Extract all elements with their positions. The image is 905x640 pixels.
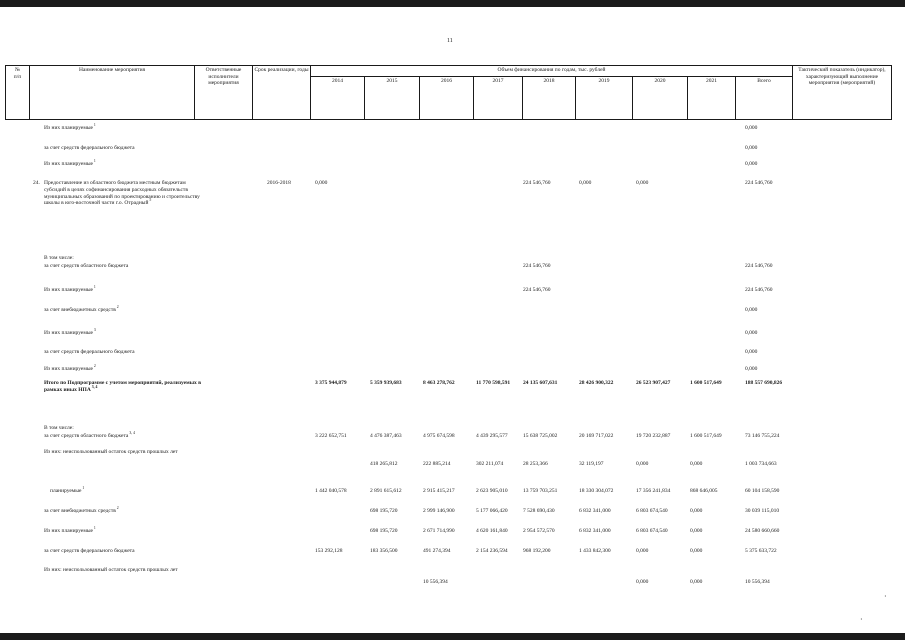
row-value: 2 671 714,990 xyxy=(423,528,455,534)
row-value: 0,000 xyxy=(315,180,328,186)
row-label xyxy=(44,449,204,456)
row-value: 183 356,500 xyxy=(370,548,398,554)
header-name: Наименование мероприятия xyxy=(78,67,146,73)
row-value: 698 195,720 xyxy=(370,528,398,534)
row-value: 3 222 652,751 xyxy=(315,433,347,439)
row-value: 60 104 158,590 xyxy=(745,488,780,494)
row-value: 2 915 415,217 xyxy=(423,488,455,494)
row-value: 222 885,214 xyxy=(423,461,451,467)
row-value: 5 375 633,722 xyxy=(745,548,777,554)
row-value: 28 253,366 xyxy=(523,461,548,467)
row-value: 2 154 236,594 xyxy=(476,548,508,554)
row-label xyxy=(44,567,204,574)
row-label xyxy=(44,145,204,152)
row-value: 2 954 572,570 xyxy=(523,528,555,534)
row-value: 24 135 607,631 xyxy=(523,380,558,386)
row-value: 153 292,128 xyxy=(315,548,343,554)
row-value: 0,000 xyxy=(690,508,703,514)
page-number: 11 xyxy=(447,38,453,44)
header-total: Всего xyxy=(757,78,771,84)
header-year-2017: 2017 xyxy=(492,78,504,84)
footnote-mark: 2 xyxy=(115,305,119,310)
row-value: 0,000 xyxy=(690,461,703,467)
row-label-text: за счет средств областного бюджета xyxy=(44,263,129,269)
row-value: 4 620 161,840 xyxy=(476,528,508,534)
row-label-text: за счет средств федерального бюджета xyxy=(44,145,135,151)
row-value: 30 039 115,010 xyxy=(745,508,780,514)
row-value: 0,000 xyxy=(745,330,758,336)
row-label xyxy=(44,366,204,373)
scan-dot: · xyxy=(884,592,887,601)
row-label xyxy=(44,548,204,555)
row-label-text: Из них планируемые xyxy=(44,287,93,293)
footnote-mark: 2 xyxy=(115,506,119,511)
row-value: 698 195,720 xyxy=(370,508,398,514)
header-year-2014: 2014 xyxy=(332,78,343,84)
row-value: 0,000 xyxy=(745,366,758,372)
row-value: 4 476 387,463 xyxy=(370,433,402,439)
row-value: 26 523 907,427 xyxy=(636,380,671,386)
row-value: 302 211,074 xyxy=(476,461,504,467)
footnote-mark: 3, 4 xyxy=(90,384,98,389)
row-value: 0,000 xyxy=(636,548,649,554)
row-value: 10 556,394 xyxy=(423,579,448,585)
row-value: 10 556,394 xyxy=(745,579,770,585)
row-value: 11 770 598,591 xyxy=(476,380,511,386)
row-value: 224 546,760 xyxy=(745,180,773,186)
row-value: 7 528 690,430 xyxy=(523,508,555,514)
row-value: 5 359 939,683 xyxy=(370,380,402,386)
row-value: 0,000 xyxy=(745,349,758,355)
row-value: 491 274,394 xyxy=(423,548,451,554)
row-value: 0,000 xyxy=(579,180,592,186)
row-value: 8 463 278,762 xyxy=(423,380,455,386)
row-label-text: за счет внебюджетных средств xyxy=(44,508,116,514)
row-value: 3 375 944,879 xyxy=(315,380,347,386)
row-value: 6 832 341,000 xyxy=(579,528,611,534)
row-value: 6 803 674,540 xyxy=(636,528,668,534)
row-value: 2 623 905,010 xyxy=(476,488,508,494)
row-value: 968 192,200 xyxy=(523,548,551,554)
row-label-text: Из них: неиспользованный остаток средств прошлых лет xyxy=(44,567,178,573)
row-label xyxy=(44,287,204,294)
header-year-2016: 2016 xyxy=(441,78,452,84)
row-value: 224 546,760 xyxy=(745,263,773,269)
row-value: 18 330 304,072 xyxy=(579,488,614,494)
footnote-mark: 3 xyxy=(92,328,96,333)
row-label-text: Предоставление из областного бюджета местным бюджетам субсидий в целях софинансирования расходных обязательств муниципальных образований по проектированию и строительству школы в юго-восточной части г.о. Отрадный xyxy=(44,180,200,207)
header-period: Срок реализации, годы xyxy=(254,67,309,73)
row-value: 0,000 xyxy=(745,161,758,167)
header-indicator: Тактический показатель (индикатор), характеризующий выполнение мероприятия (мероприятий) xyxy=(798,67,886,86)
row-label xyxy=(44,125,204,132)
header-year-2021: 2021 xyxy=(706,78,717,84)
row-value: 1 003 734,663 xyxy=(745,461,777,467)
row-label-text: за счет средств областного бюджета xyxy=(44,433,129,439)
row-label-text: Из них планируемые xyxy=(44,366,93,372)
footnote-mark: 1 xyxy=(81,486,85,491)
header-year-2015: 2015 xyxy=(386,78,398,84)
row-label xyxy=(44,161,204,168)
row-value: 24 580 660,660 xyxy=(745,528,780,534)
row-value: 32 119,197 xyxy=(579,461,604,467)
row-label-text: за счет средств федерального бюджета xyxy=(44,548,135,554)
scan-dot: · xyxy=(860,615,863,624)
row-label xyxy=(44,528,204,535)
row-value: 0,000 xyxy=(745,125,758,131)
row-value: 1 433 842,300 xyxy=(579,548,611,554)
row-value: 17 356 241,834 xyxy=(636,488,671,494)
row-value: 20 169 717,022 xyxy=(579,433,614,439)
row-label xyxy=(44,508,204,515)
footnote-mark: 1 xyxy=(92,526,96,531)
row-value: 0,000 xyxy=(690,579,703,585)
row-label xyxy=(50,488,210,495)
row-label-text: Из них планируемые xyxy=(44,125,93,131)
row-value: 0,000 xyxy=(745,145,758,151)
footnote-mark: 1 xyxy=(92,159,96,164)
row-value: 5 177 066,420 xyxy=(476,508,508,514)
row-value: 418 265,812 xyxy=(370,461,398,467)
top-scan-border xyxy=(0,0,905,7)
header-year-2019: 2019 xyxy=(598,78,610,84)
row-value: 0,000 xyxy=(636,461,649,467)
footnote-mark: 1 xyxy=(92,285,96,290)
row-label-text: В том числе: xyxy=(44,425,74,431)
row-number: 24. xyxy=(33,180,40,186)
row-label-text: Из них планируемые xyxy=(44,528,93,534)
row-value: 6 832 341,000 xyxy=(579,508,611,514)
header-executors: Ответственные исполнители мероприятия xyxy=(205,67,242,86)
row-value: 224 546,760 xyxy=(523,263,551,269)
row-value: 0,000 xyxy=(636,579,649,585)
row-label-text: планируемые xyxy=(50,488,82,494)
row-value: 224 546,760 xyxy=(745,287,773,293)
row-label-text: Из них: неиспользованный остаток средств прошлых лет xyxy=(44,449,178,455)
row-label xyxy=(44,349,204,356)
row-label-text: Итого по Подпрограмме с учетом мероприятий, реализуемых в рамках иных НПА xyxy=(44,380,202,393)
row-label xyxy=(44,180,204,207)
footnote-mark: 3, 4 xyxy=(128,431,136,436)
row-value: 0,000 xyxy=(690,528,703,534)
row-value: 0,000 xyxy=(745,307,758,313)
footnote-mark: 1 xyxy=(92,123,96,128)
row-value: 2 999 146,900 xyxy=(423,508,455,514)
row-period: 2016-2018 xyxy=(267,180,291,186)
row-value: 15 638 725,002 xyxy=(523,433,558,439)
row-value: 1 600 517,649 xyxy=(690,433,722,439)
row-value: 224 546,760 xyxy=(523,287,551,293)
row-value: 224 546,760 xyxy=(523,180,551,186)
row-value: 1 600 517,649 xyxy=(690,380,722,386)
header-year-2020: 2020 xyxy=(654,78,666,84)
row-value: 73 146 755,224 xyxy=(745,433,780,439)
row-label-text: Из них планируемые xyxy=(44,330,93,336)
footnote-mark: 2 xyxy=(92,364,96,369)
row-label xyxy=(44,425,204,432)
row-value: 4 439 295,577 xyxy=(476,433,508,439)
row-label xyxy=(44,380,204,394)
footnote-mark: 5 xyxy=(148,198,152,203)
row-label-text: за счет средств федерального бюджета xyxy=(44,349,135,355)
row-label xyxy=(44,433,204,440)
header-funding: Объем финансирования по годам, тыс. рублей xyxy=(497,67,606,73)
row-label xyxy=(44,255,204,262)
row-label xyxy=(44,263,204,270)
row-value: 2 891 615,612 xyxy=(370,488,402,494)
row-label xyxy=(44,330,204,337)
row-label-text: Из них планируемые xyxy=(44,161,93,167)
row-value: 6 803 674,540 xyxy=(636,508,668,514)
bottom-scan-border xyxy=(0,633,905,640)
row-value: 19 720 232,887 xyxy=(636,433,671,439)
row-value: 0,000 xyxy=(636,180,649,186)
row-value: 4 975 674,598 xyxy=(423,433,455,439)
row-value: 28 426 900,322 xyxy=(579,380,614,386)
row-value: 0,000 xyxy=(690,548,703,554)
row-label-text: В том числе: xyxy=(44,255,74,261)
row-value: 13 759 703,251 xyxy=(523,488,558,494)
row-label-text: за счет внебюджетных средств xyxy=(44,307,116,313)
header-number: № п/п xyxy=(13,67,22,80)
row-value: 188 557 690,826 xyxy=(745,380,783,386)
row-value: 1 442 040,578 xyxy=(315,488,347,494)
row-value: 868 646,005 xyxy=(690,488,718,494)
header-year-2018: 2018 xyxy=(543,78,555,84)
row-label xyxy=(44,307,204,314)
